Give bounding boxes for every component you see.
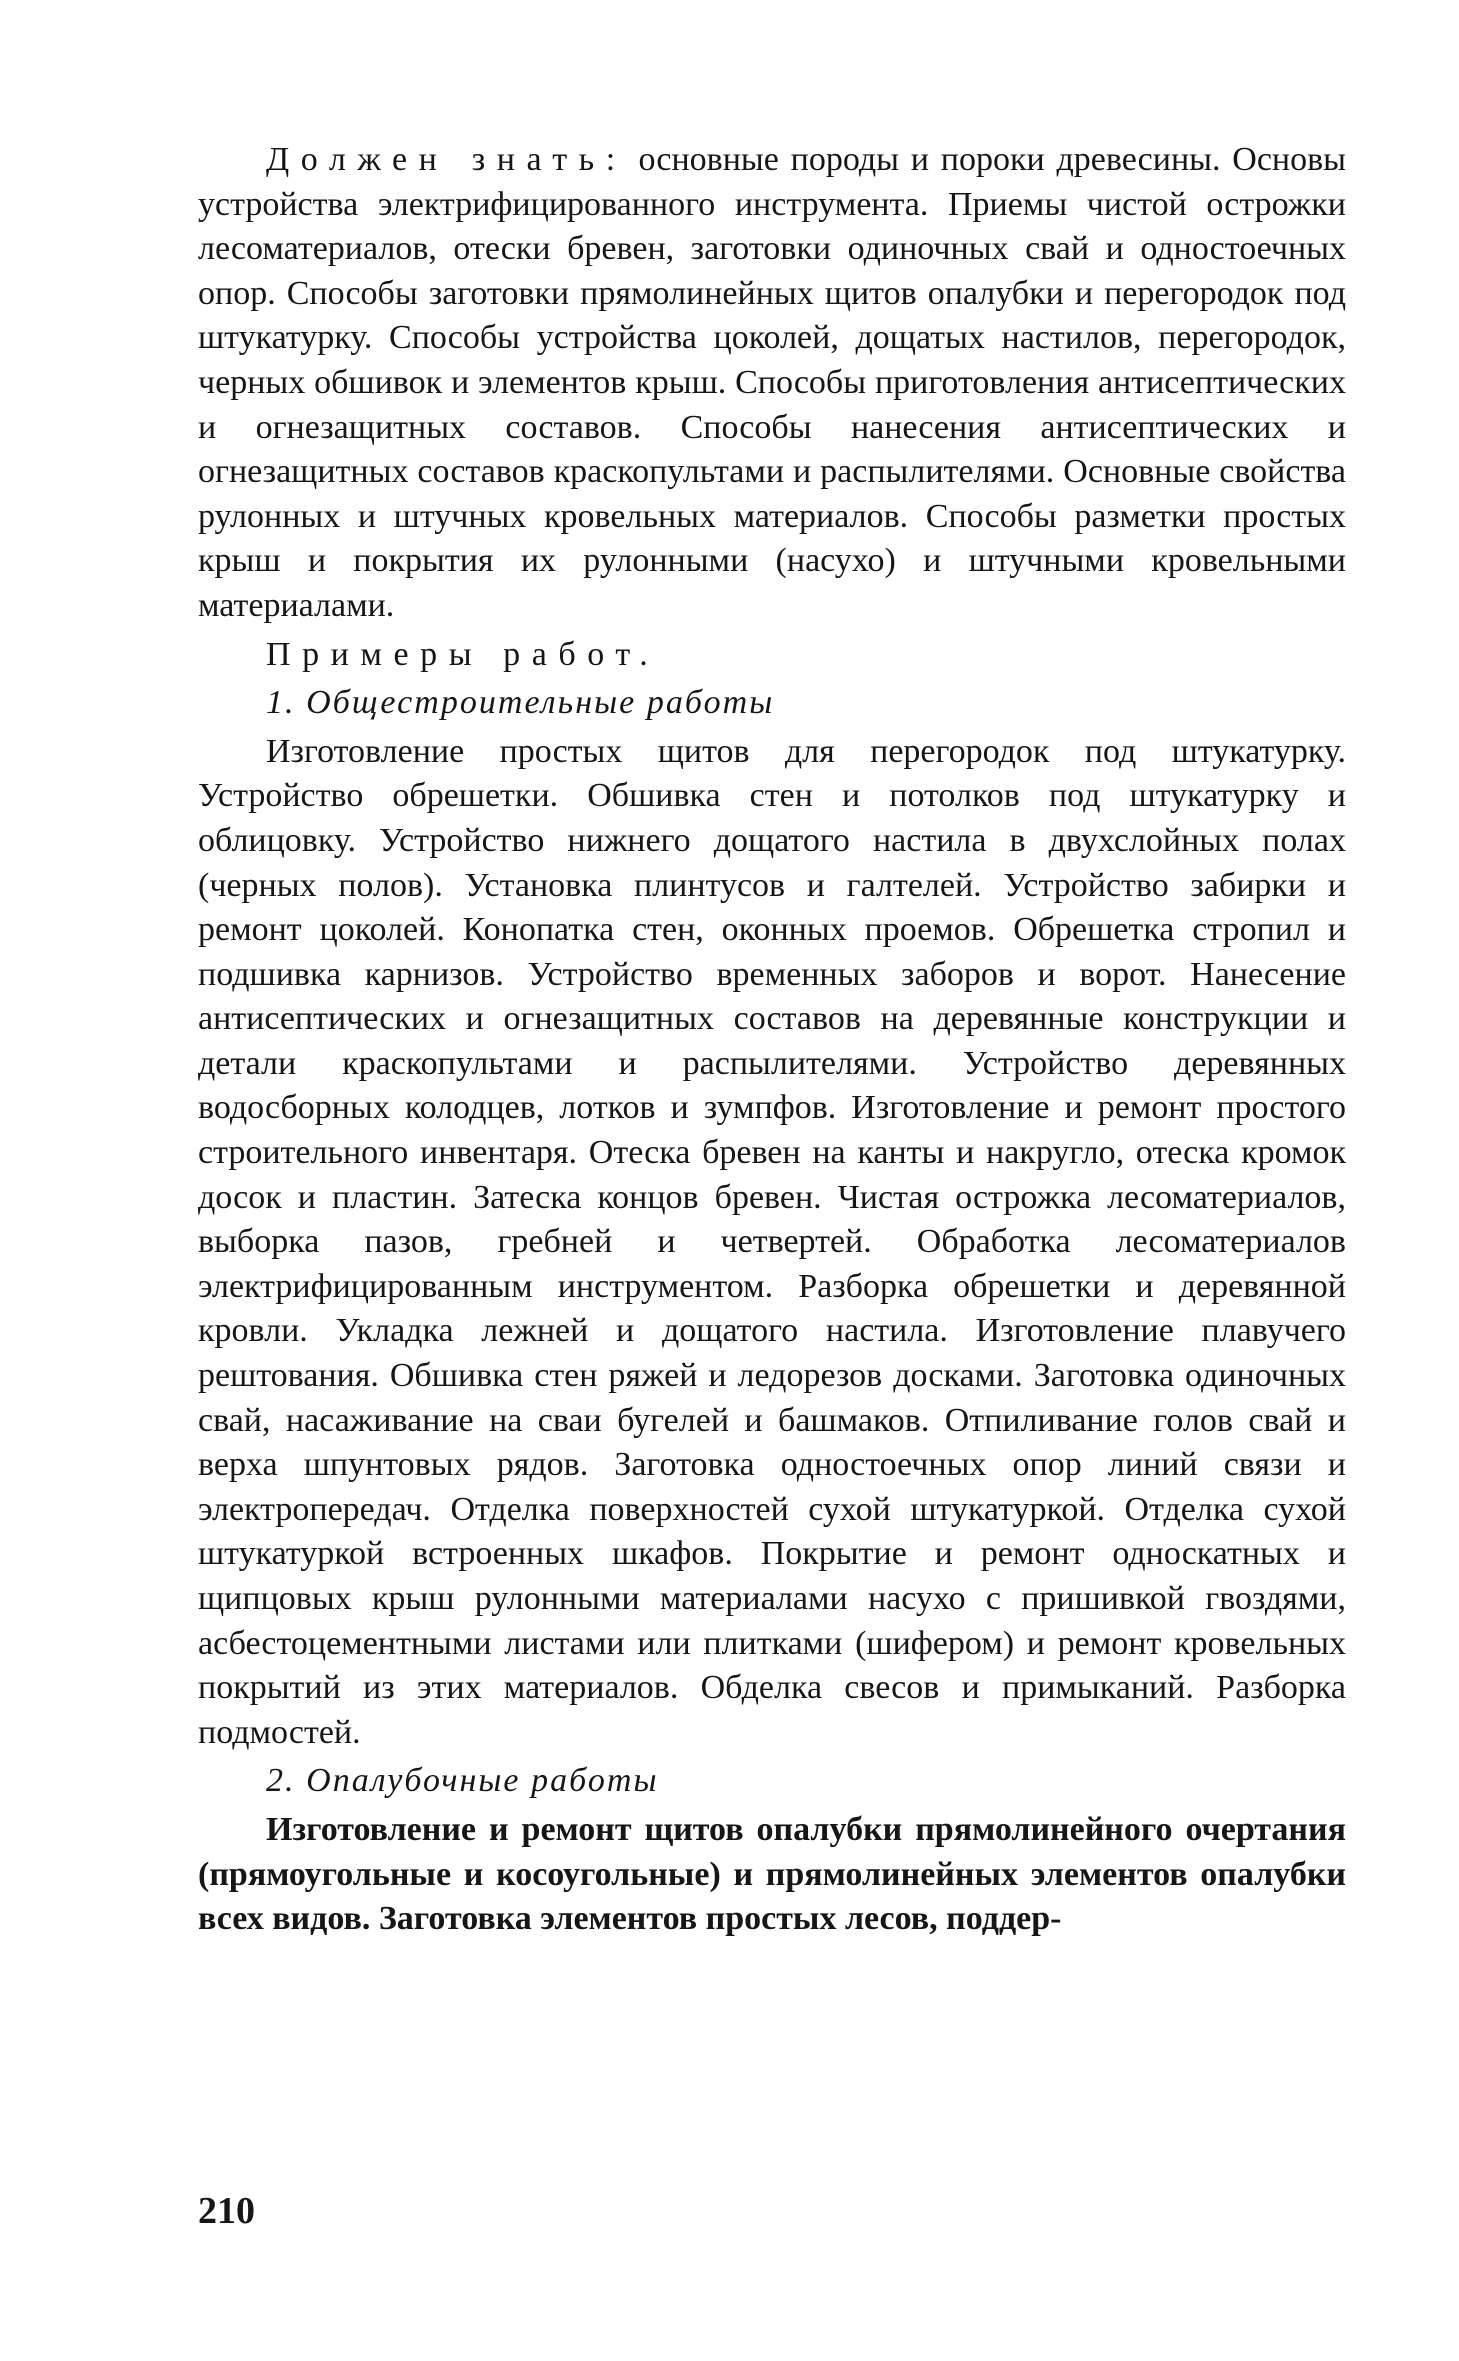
examples-heading: Примеры работ. [266, 635, 660, 673]
section-2-title: 2. Опалубочные работы [266, 1762, 659, 1800]
section-2-text: Изготовление и ремонт щитов опалубки прямолинейного очертания (прямоугольные и косоугольные) и прямолинейных элементов опалубки всех видов. Заготовка элементов простых лесов, поддер- [198, 1810, 1346, 1938]
page-body [198, 138, 1346, 1942]
section-1-text: Изготовление простых щитов для перегородок под штукатурку. Устройство обрешетки. Обшивка стен и потолков под штукатурку и облицовку. Устройство нижнего дощатого настила в двухслойных полах (черных полов). Установка плинтусов и галтелей. Устройство забирки и ремонт цоколей. Конопатка стен, оконных проемов. Обрешетка стропил и подшивка карнизов. Устройство временных заборов и ворот. Нанесение антисептических и огнезащитных составов на деревянные конструкции и детали краскопультами и распылителями. Устройство деревянных водосборных колодцев, лотков и зумпфов. Изготовление и ремонт простого строительного инвентаря. Отеска бревен на канты и накругло, отеска кромок досок и пластин. Затеска концов бревен. Чистая острожка лесоматериалов, выборка пазов, гребней и четвертей. Обработка лесоматериалов электрифицированным инструментом. Разборка обрешетки и деревянной кровли. Укладка лежней и дощатого настила. Изготовление плавучего рештования. Обшивка стен ряжей и ледорезов досками. Заготовка одиночных свай, насаживание на сваи бугелей и башмаков. Отпиливание голов свай и верха шпунтовых рядов. Заготовка одностоечных опор линий связи и электропередач. Отделка поверхностей сухой штукатуркой. Отделка сухой штукатуркой встроенных шкафов. Покрытие и ремонт односкатных и щипцовых крыш рулонными материалами насухо с пришивкой гвоздями, асбестоцементными листами или плитками (шифером) и ремонт кровельных покрытий из этих материалов. Обделка свесов и примыканий. Разборка подмостей. [198, 732, 1346, 1751]
page-number: 210 [198, 2190, 255, 2232]
required-knowledge-text: основные породы и пороки древесины. Основы устройства электрифицированного инструмента. Приемы чистой острожки лесоматериалов, отески бревен, заготовки одиночных свай и одностоечных опор. Способы заготовки прямолинейных щитов опалубки и перегородок под штукатурку. Способы устройства цоколей, дощатых настилов, перегородок, черных обшивок и элементов крыш. Способы приготовления антисептических и огнезащитных составов. Способы нанесения антисептических и огнезащитных составов краскопультами и распылителями. Основные свойства рулонных и штучных кровельных материалов. Способы разметки простых крыш и покрытия их рулонными (насухо) и штучными кровельными материалами. [198, 141, 1347, 624]
required-knowledge-lead: Должен знать: [266, 141, 627, 178]
section-1-title: 1. Общестроительные работы [266, 684, 775, 722]
required-knowledge-paragraph [198, 138, 1346, 629]
